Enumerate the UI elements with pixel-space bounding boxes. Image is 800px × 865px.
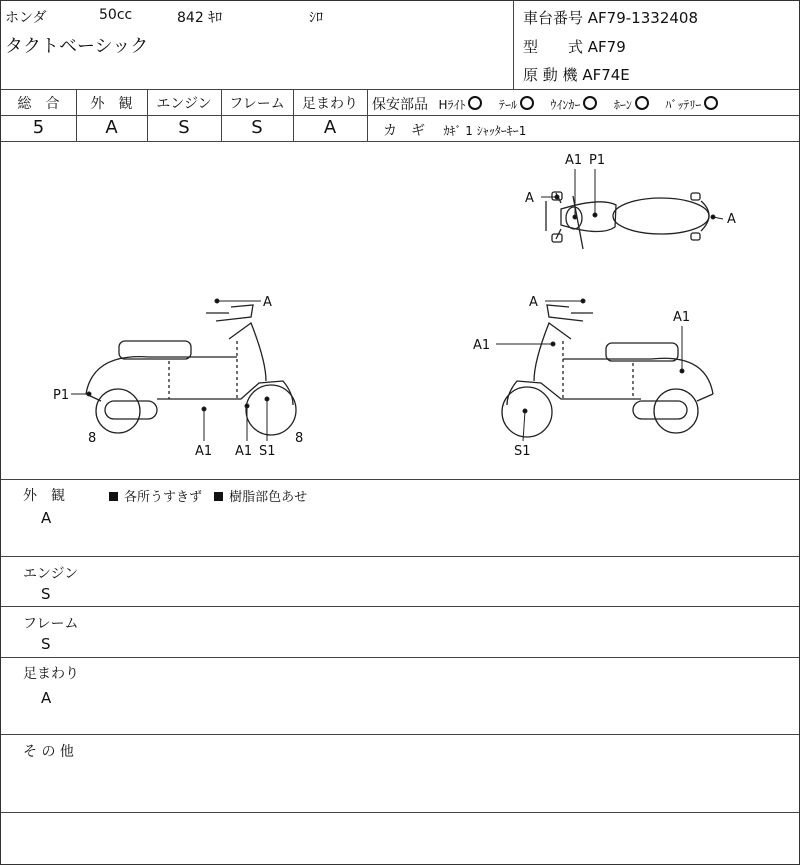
engine-type-label: 原 動 機 [523,66,578,84]
exterior-note-2: 樹脂部色あせ [229,490,308,505]
winker-ok-icon [583,96,597,110]
engine-type [523,64,630,85]
model-name: タクトベーシック [5,36,149,57]
frame-number [523,7,698,28]
label-left-a: A [263,295,272,310]
keys-label: カ ギ [383,123,425,139]
grade-frame-value: S [251,117,263,138]
safety-horn [614,98,657,112]
horn-label: ﾎｰﾝ [613,98,632,112]
tail-label: ﾃｰﾙ [498,98,517,112]
remarks-suspension-value: A [41,689,52,707]
grade-suspension-label: 足まわり [302,96,358,112]
bullet-square-icon [214,492,223,501]
label-left-a1a: A1 [195,444,213,459]
rule [367,115,799,116]
label-left-p1: P1 [53,388,70,403]
grade-exterior-label: 外 観 [90,96,133,112]
remarks-suspension-title: 足まわり [23,666,79,682]
grade-exterior-value: A [105,117,118,138]
battery-label: ﾊﾞｯﾃﾘｰ [665,98,702,112]
header-divider [513,1,514,89]
scooter-left-view [86,305,296,435]
safety-battery [665,98,718,112]
damage-diagram [1,141,799,479]
scooter-top-view [546,192,709,249]
remarks-exterior-value: A [41,509,52,527]
remarks-engine-title: エンジン [23,566,79,582]
mileage [177,7,222,27]
battery-ok-icon [704,96,718,110]
color: ｼﾛ [309,10,323,26]
label-right-s1: S1 [514,444,531,459]
safety-winker [550,98,605,112]
safety-tail [499,98,542,112]
grade-suspension-value: A [323,117,337,138]
rule [1,115,367,116]
rule [1,657,799,658]
label-left-8a: 8 [88,431,97,446]
label-left-a1b: A1 [235,444,253,459]
label-left-s1: S1 [259,444,276,459]
label-right-a1b: A1 [673,310,691,325]
grade-engine-label: エンジン [156,96,212,112]
rule [1,812,799,813]
safety-parts-label: 保安部品 [372,97,428,113]
model-type-value: AF79 [587,38,626,56]
bullet-square-icon [109,492,118,501]
remarks-other-title: そ の 他 [23,744,74,760]
label-top-a1: A1 [565,153,583,168]
grade-total-value: 5 [32,117,45,138]
frame-number-value: AF79-1332408 [587,9,698,27]
winker-label: ｳｲﾝｶｰ [550,98,581,112]
safety-headlight [438,98,490,112]
mileage-unit: ｷﾛ [208,10,223,26]
tail-ok-icon [520,96,534,110]
rule [1,479,799,480]
displacement: 50cc [99,7,133,23]
maker: ホンダ [5,10,47,26]
remarks-exterior-notes [109,486,307,505]
headlight-ok-icon [468,96,482,110]
keys [383,120,526,140]
remarks-frame-value: S [41,635,51,653]
mileage-value: 842 [177,10,204,26]
label-top-a-left: A [525,191,534,206]
grade-engine-value: S [178,117,190,138]
rule [1,89,799,90]
headlight-label: Hﾗｲﾄ [438,98,466,112]
frame-number-label: 車台番号 [523,9,584,27]
rule [1,556,799,557]
label-right-a1a: A1 [473,338,491,353]
remarks-exterior-title: 外 観 [23,488,65,504]
engine-type-value: AF74E [582,66,630,84]
remarks-frame-title: フレーム [23,616,79,632]
label-top-p1: P1 [589,153,606,168]
exterior-note-1: 各所うすきず [124,490,203,505]
model-type [523,36,626,57]
rule [1,734,799,735]
remarks-engine-value: S [41,585,51,603]
keys-value: ｶｷﾞ 1 ｼｬｯﾀｰｷｰ1 [443,124,527,138]
grade-total-label: 総 合 [17,96,60,112]
grade-frame-label: フレーム [229,96,285,112]
model-type-label: 型 式 [523,38,584,56]
label-left-8b: 8 [295,431,304,446]
label-right-a: A [529,295,538,310]
leader-lines [71,169,723,441]
horn-ok-icon [635,96,649,110]
rule [1,606,799,607]
label-top-a-right: A [727,212,736,227]
safety-parts [372,94,718,114]
